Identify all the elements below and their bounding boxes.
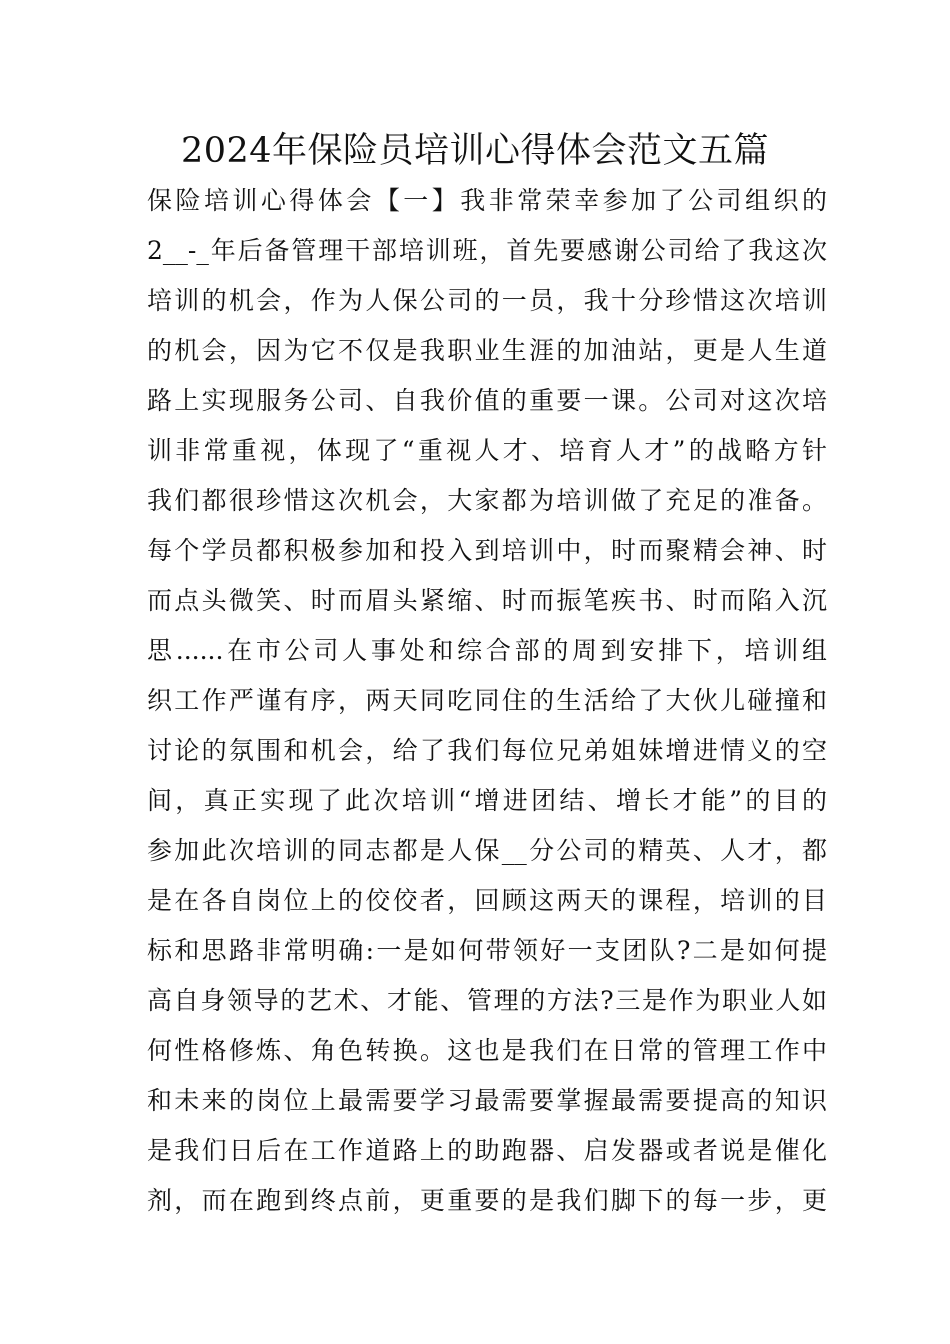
body-line-1: 保险培训心得体会【一】我非常荣幸参加了公司组织的 [147,186,827,215]
body-line-4: 的机会，因为它不仅是我职业生涯的加油站，更是人生道 [147,336,827,365]
body-line-3: 培训的机会，作为人保公司的一员，我十分珍惜这次培训 [147,286,827,315]
body-line-2: 2__-_年后备管理干部培训班，首先要感谢公司给了我这次 [147,236,827,265]
body-line-12: 讨论的氛围和机会，给了我们每位兄弟姐妹增进情义的空 [147,736,827,765]
body-line-5: 路上实现服务公司、自我价值的重要一课。公司对这次培 [147,386,827,415]
body-line-19: 和未来的岗位上最需要学习最需要掌握最需要提高的知识 [147,1086,827,1115]
body-line-20: 是我们日后在工作道路上的助跑器、启发器或者说是催化 [147,1136,827,1165]
body-line-7: 我们都很珍惜这次机会，大家都为培训做了充足的准备。 [147,486,827,515]
body-line-15: 是在各自岗位上的佼佼者，回顾这两天的课程，培训的目 [147,886,827,915]
body-line-6: 训非常重视，体现了“重视人才、培育人才”的战略方针 [147,436,827,465]
body-line-17: 高自身领导的艺术、才能、管理的方法?三是作为职业人如 [147,986,827,1015]
document-body [147,176,827,1226]
body-line-10: 思......在市公司人事处和综合部的周到安排下，培训组 [147,636,827,665]
body-line-8: 每个学员都积极参加和投入到培训中，时而聚精会神、时 [147,536,827,565]
body-line-16: 标和思路非常明确:一是如何带领好一支团队?二是如何提 [147,936,827,965]
body-line-13: 间，真正实现了此次培训“增进团结、增长才能”的目的 [147,786,827,815]
body-line-9: 而点头微笑、时而眉头紧缩、时而振笔疾书、时而陷入沉 [147,586,827,615]
body-line-11: 织工作严谨有序，两天同吃同住的生活给了大伙儿碰撞和 [147,686,827,715]
body-line-14: 参加此次培训的同志都是人保__分公司的精英、人才，都 [147,836,827,865]
body-line-21: 剂，而在跑到终点前，更重要的是我们脚下的每一步，更 [147,1186,827,1215]
body-line-18: 何性格修炼、角色转换。这也是我们在日常的管理工作中 [147,1036,827,1065]
document-title: 2024年保险员培训心得体会范文五篇 [180,131,770,171]
